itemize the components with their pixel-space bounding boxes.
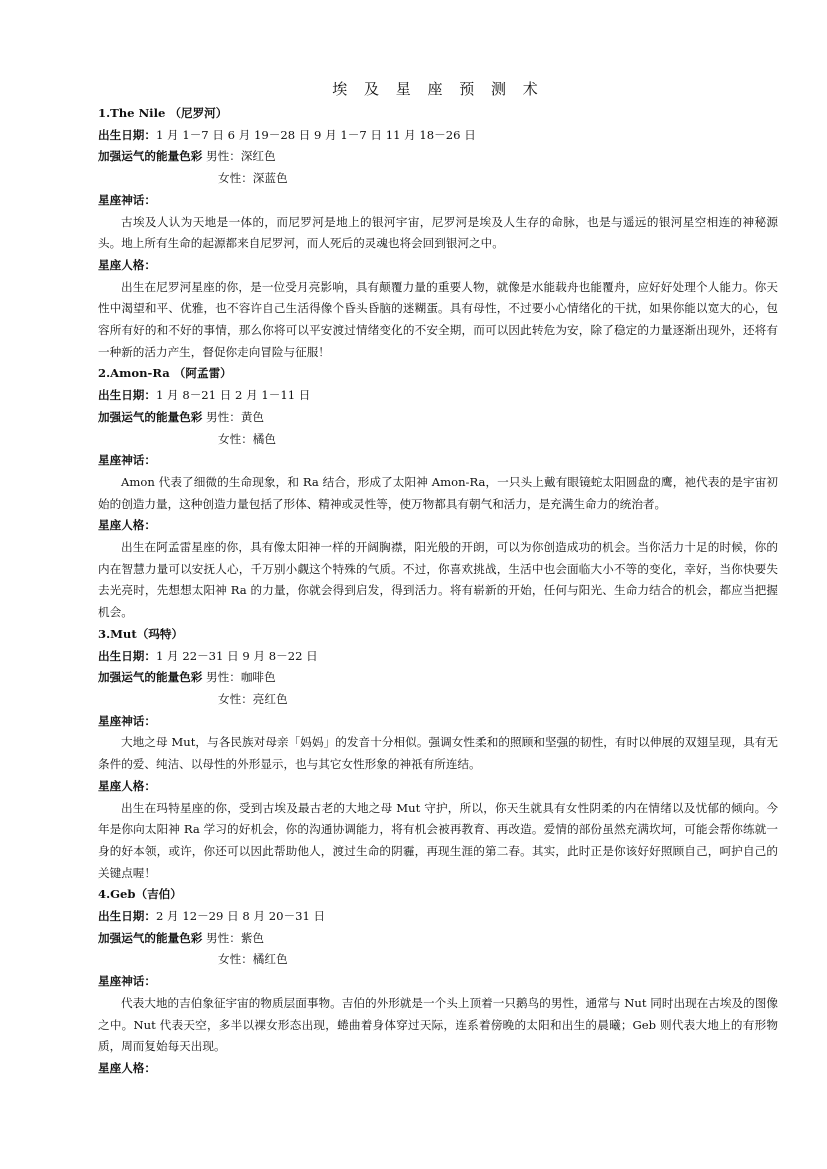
zodiac-section — [98, 624, 778, 884]
energy-color-label: 加强运气的能量色彩 — [98, 670, 203, 685]
female-color: 女性：深蓝色 — [218, 171, 288, 186]
birth-date-row — [98, 125, 778, 147]
birth-date-values: 1 月 22－31 日 9 月 8－22 日 — [155, 648, 318, 663]
personality-text: 出生在玛特星座的你，受到古埃及最古老的大地之母 Mut 守护，所以，你天生就具有女性阴柔的内在情绪以及忧郁的倾向。今年是你向太阳神 Ra 学习的好机会，你的沟通协调能力，将有机会被再教育、再改造。爱情的部份虽然充满坎坷，可能会帮你练就一身的好本领，或许，你还可以因此帮助他人，渡过生命的阴霾，再现生涯的第二春。其实，此时正是你该好好照顾自己，呵护自己的关键点喔！ — [98, 800, 778, 880]
myth-label: 星座神话： — [98, 192, 156, 207]
myth-text: 古埃及人认为天地是一体的，而尼罗河是地上的银河宇宙，尼罗河是埃及人生存的命脉，也是与遥远的银河星空相连的神秘源头。地上所有生命的起源都来自尼罗河，而人死后的灵魂也将会回到银河之中。 — [98, 214, 778, 251]
birth-date-label: 出生日期： — [98, 648, 156, 663]
birth-date-values: 2 月 12－29 日 8 月 20－31 日 — [155, 909, 326, 924]
female-color: 女性：橘色 — [218, 431, 276, 446]
energy-color-row — [98, 407, 778, 429]
document-title: 埃 及 星 座 预 测 术 — [332, 80, 544, 98]
personality-label: 星座人格： — [98, 518, 156, 533]
myth-text: 大地之母 Mut，与各民族对母亲「妈妈」的发音十分相似。强调女性柔和的照顾和坚强的韧性，有时以伸展的双翅呈现，具有无条件的爱、纯洁、以母性的外形显示，也与其它女性形象的神祇有所连结。 — [98, 735, 778, 772]
female-color: 女性：橘红色 — [218, 952, 288, 967]
energy-color-label: 加强运气的能量色彩 — [98, 409, 203, 424]
myth-label: 星座神话： — [98, 974, 156, 989]
personality-text: 出生在阿孟雷星座的你，具有像太阳神一样的开阔胸襟，阳光般的开朗，可以为你创造成功的机会。当你活力十足的时候，你的内在智慧力量可以安抚人心，千万别小觑这个特殊的气质。不过，你喜欢挑战，生活中也会面临大小不等的变化，幸好，当你快要失去光亮时，先想想太阳神 Ra 的力量，你就会得到启发，得到活力。将有崭新的开始，任何与阳光、生命力结合的机会，都应当把握机会。 — [98, 540, 778, 620]
birth-date-row — [98, 385, 778, 407]
personality-label: 星座人格： — [98, 778, 156, 793]
birth-date-label: 出生日期： — [98, 909, 156, 924]
section-heading: 2.Amon-Ra （阿孟雷） — [98, 366, 232, 381]
personality-text: 出生在尼罗河星座的你，是一位受月亮影响，具有颠覆力量的重要人物，就像是水能载舟也能覆舟，应好好处理个人能力。你天性中渴望和平、优雅，也不容许自己生活得像个昏头昏脑的迷糊蛋。具有母性，不过要小心情绪化的干扰，如果你能以宽大的心，包容所有好的和不好的事情，那么你将可以平安渡过情绪变化的不安全期，而可以因此转危为安，除了稳定的力量逐渐出现外，还将有一种新的活力产生，督促你走向冒险与征服！ — [98, 279, 778, 359]
energy-color-label: 加强运气的能量色彩 — [98, 930, 203, 945]
zodiac-section — [98, 103, 778, 363]
personality-label: 星座人格： — [98, 1060, 156, 1075]
male-color: 男性：深红色 — [206, 149, 276, 164]
energy-color-row — [98, 928, 778, 950]
birth-date-values: 1 月 8－21 日 2 月 1－11 日 — [155, 388, 311, 403]
energy-color-row — [98, 146, 778, 168]
zodiac-section — [98, 884, 778, 1079]
energy-color-row — [98, 667, 778, 689]
sections-container — [98, 103, 778, 1080]
myth-text: 代表大地的吉伯象征宇宙的物质层面事物。吉伯的外形就是一个头上顶着一只鹅鸟的男性，通常与 Nut 同时出现在古埃及的图像之中。Nut 代表天空，多半以裸女形态出现，蜷曲着身体穿过天际，连系着傍晚的太阳和出生的晨曦；Geb 则代表大地上的有形物质，周而复始每天出现。 — [98, 995, 778, 1054]
male-color: 男性：黄色 — [206, 409, 265, 424]
female-color: 女性：亮红色 — [218, 691, 288, 706]
birth-date-row — [98, 906, 778, 928]
document-page — [98, 78, 778, 1080]
section-heading: 3.Mut（玛特） — [98, 626, 184, 641]
section-heading: 1.The Nile （尼罗河） — [98, 106, 228, 120]
zodiac-section — [98, 363, 778, 623]
birth-date-row — [98, 646, 778, 668]
birth-date-label: 出生日期： — [98, 127, 156, 142]
personality-label: 星座人格： — [98, 257, 156, 272]
myth-label: 星座神话： — [98, 453, 156, 468]
section-heading: 4.Geb（吉伯） — [98, 887, 182, 902]
male-color: 男性：咖啡色 — [206, 670, 276, 685]
birth-date-values: 1 月 1－7 日 6 月 19－28 日 9 月 1－7 日 11 月 18－26 日 — [155, 127, 476, 142]
birth-date-label: 出生日期： — [98, 388, 156, 403]
male-color: 男性：紫色 — [206, 930, 265, 945]
energy-color-label: 加强运气的能量色彩 — [98, 149, 203, 164]
myth-text: Amon 代表了细微的生命现象，和 Ra 结合，形成了太阳神 Amon-Ra，一只头上戴有眼镜蛇太阳圆盘的鹰，祂代表的是宇宙初始的创造力量，这种创造力量包括了形体、精神或灵性等，使万物都具有朝气和活力，是充满生命力的统治者。 — [98, 474, 778, 511]
myth-label: 星座神话： — [98, 713, 156, 728]
